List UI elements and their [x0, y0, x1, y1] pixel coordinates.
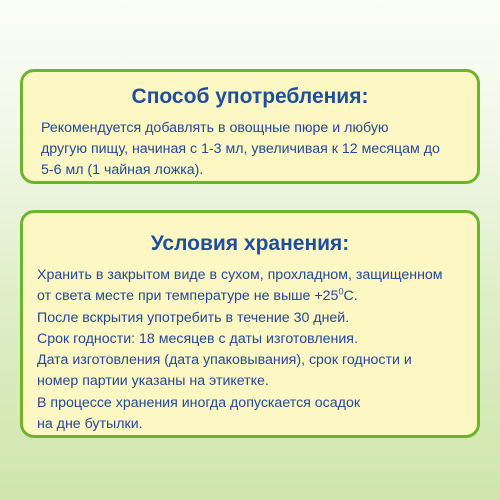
temperature-text: от света месте при температуре не выше +25 — [37, 288, 339, 305]
usage-text — [41, 118, 459, 181]
usage-title: Способ употребления: — [131, 85, 369, 108]
storage-line: Дата изготовления (дата упаковывания), срок годности и — [37, 352, 412, 369]
storage-text — [37, 265, 463, 435]
storage-line: номер партии указаны на этикетке. — [37, 373, 269, 390]
storage-line-temperature — [37, 286, 463, 307]
usage-card — [20, 69, 480, 184]
storage-title: Условия хранения: — [150, 232, 350, 255]
degree-mark: 0 — [338, 286, 344, 297]
storage-line: на дне бутылки. — [37, 416, 143, 433]
storage-line: Хранить в закрытом виде в сухом, прохладном, защищенном — [37, 267, 443, 283]
temperature-unit: С. — [343, 288, 358, 305]
storage-line: Срок годности: 18 месяцев с даты изготовления. — [37, 330, 358, 347]
usage-line: другую пищу, начиная с 1-3 мл, увеличивая к 12 месяцам до — [41, 141, 440, 157]
storage-line: В процессе хранения иногда допускается осадок — [37, 394, 361, 411]
usage-line: 5-6 мл (1 чайная ложка). — [41, 162, 204, 178]
usage-line: Рекомендуется добавлять в овощные пюре и любую — [41, 120, 389, 136]
storage-card — [20, 210, 480, 438]
storage-line: После вскрытия употребить в течение 30 дней. — [37, 309, 350, 326]
